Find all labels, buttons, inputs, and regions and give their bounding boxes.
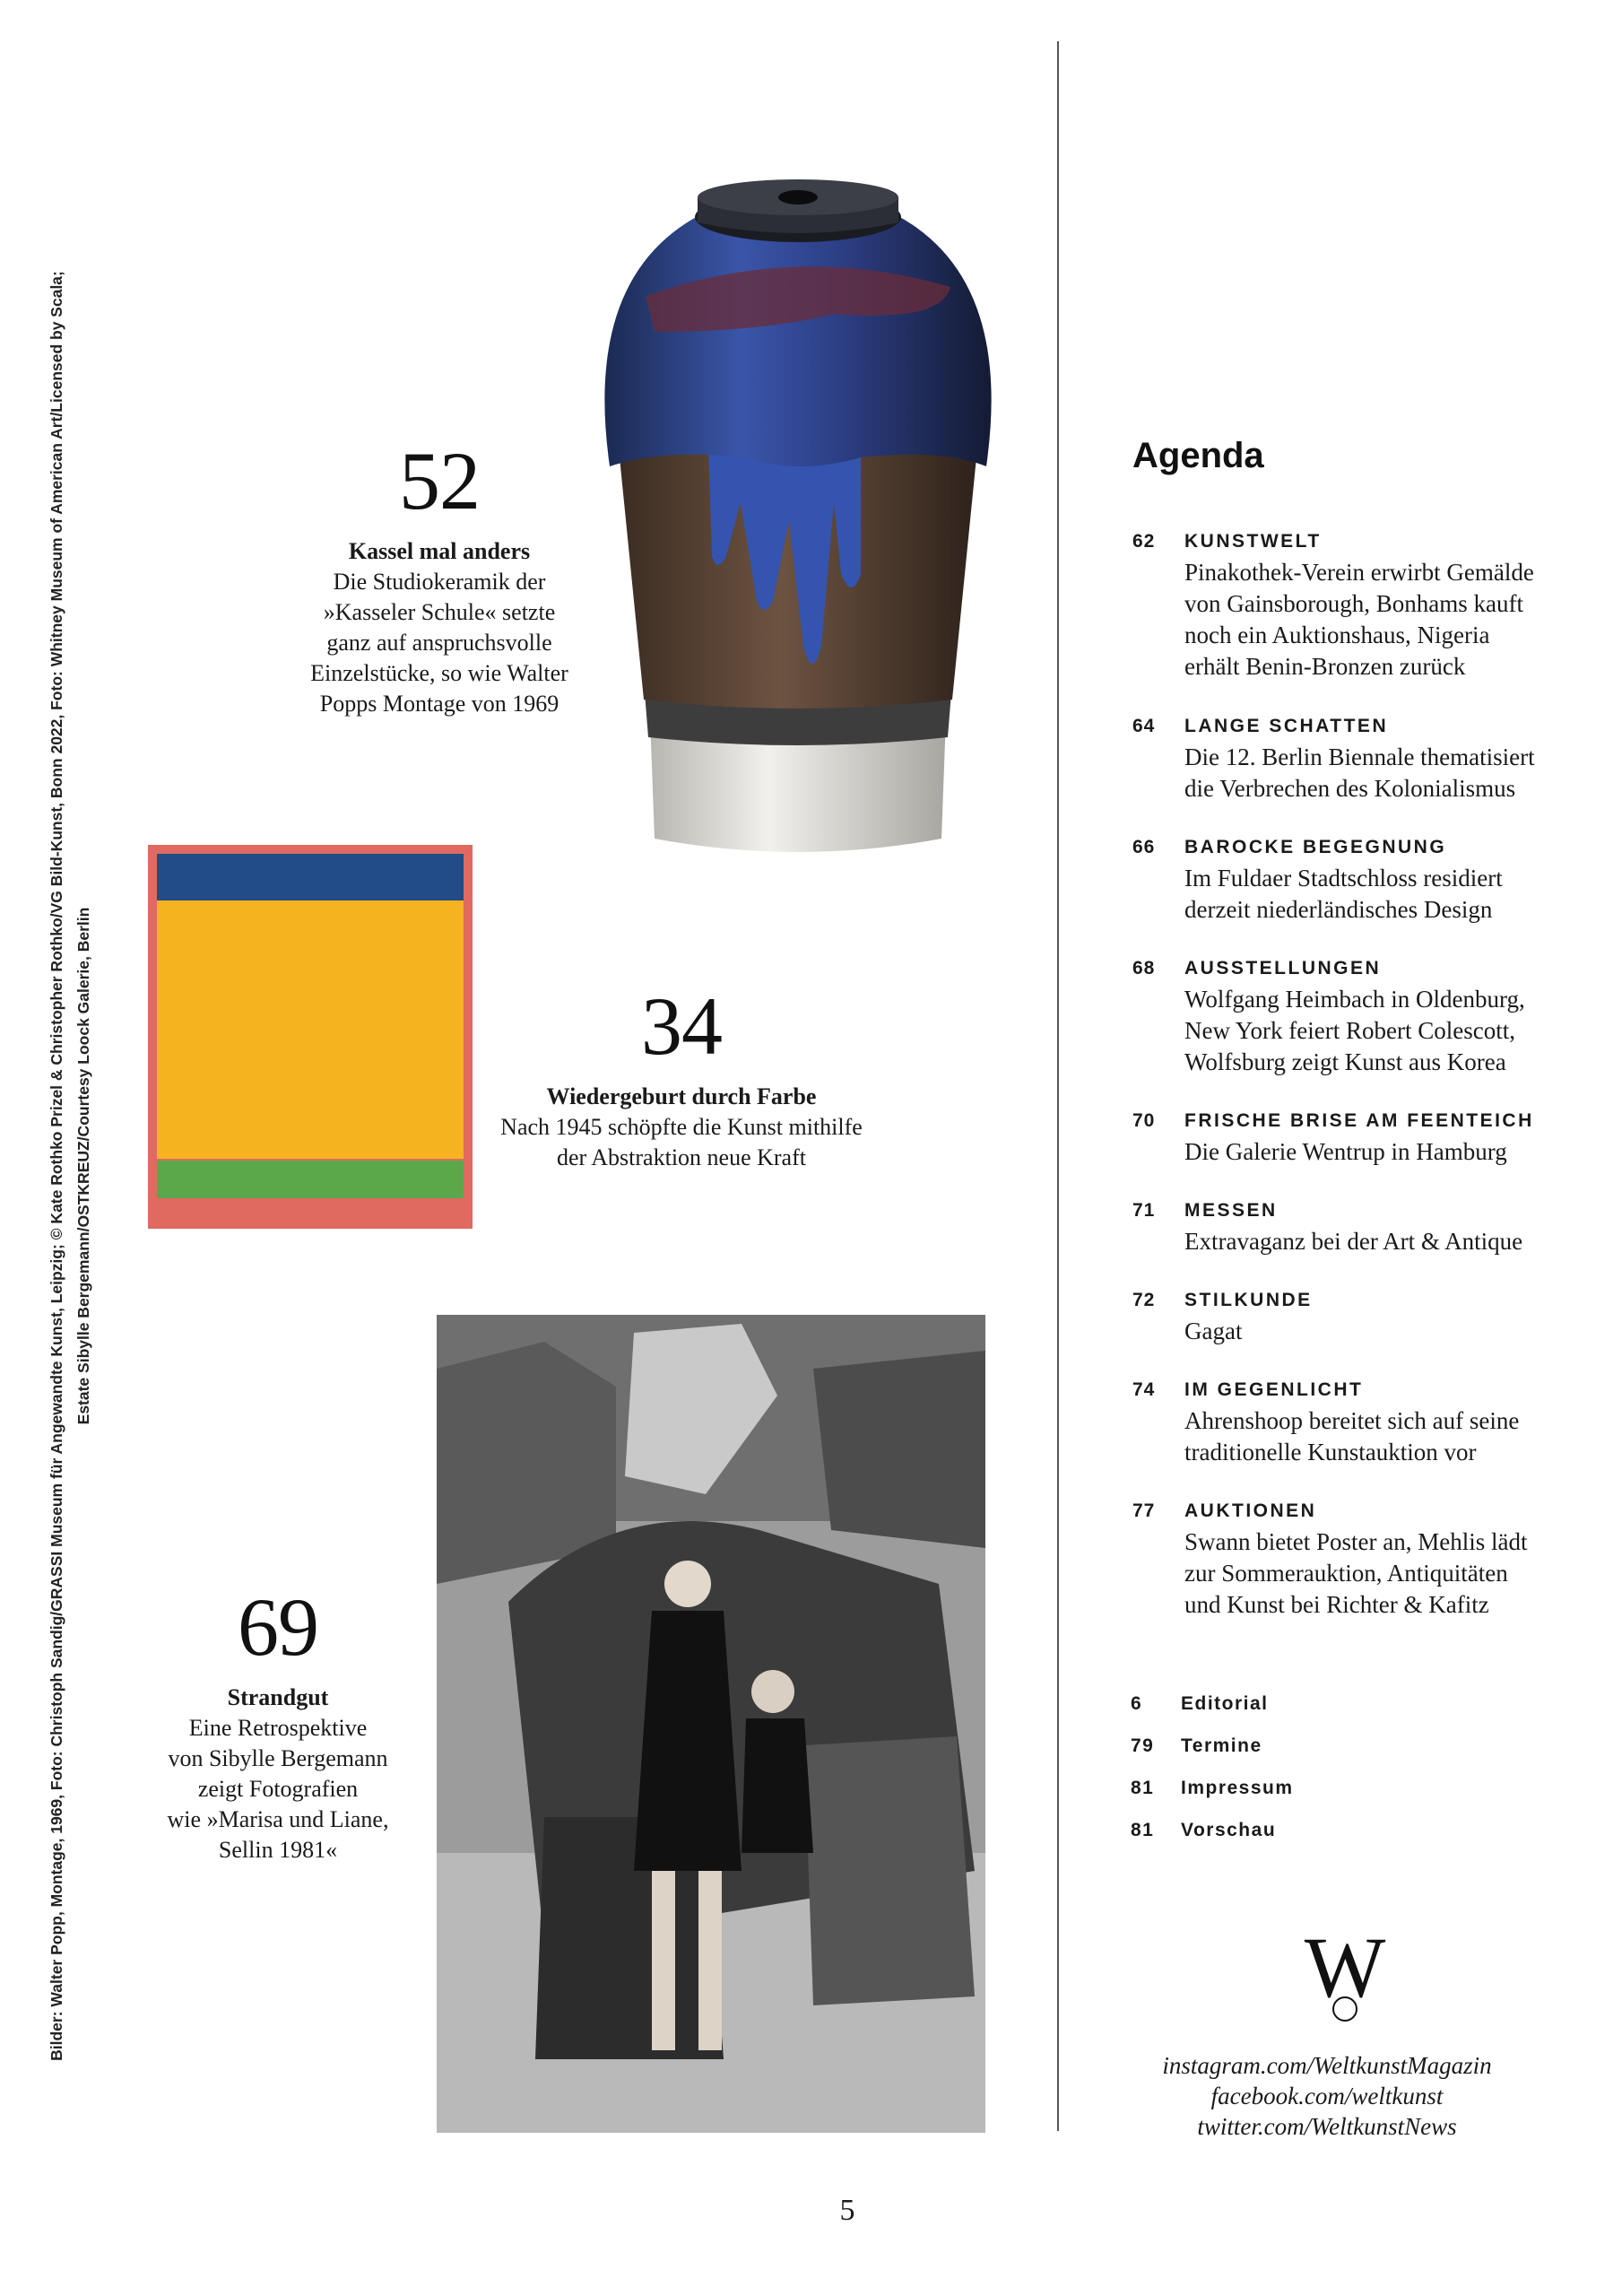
agenda-item-number: 70 — [1132, 1110, 1156, 1131]
agenda-item-line: Die Galerie Wentrup in Hamburg — [1184, 1138, 1507, 1165]
agenda-item-line: derzeit niederländisches Design — [1184, 896, 1493, 923]
social-links — [1103, 2050, 1551, 2142]
agenda-item-heading: KUNSTWELT — [1184, 531, 1322, 552]
credits-line-1: Bilder: Walter Popp, Montage, 1969, Foto: Christoph Sandig/GRASSI Museum für Angewandte Kunst, Leipzig; © Kate Rothko Prizel & Christopher Rothko/VG Bild-Kunst, Bonn 2022, Foto: Whitney Museum of American Art/Licensed by Scala; — [48, 271, 65, 2061]
feature-title: Wiedergeburt durch Farbe — [546, 1083, 817, 1109]
agenda-item-line: und Kunst bei Richter & Kafitz — [1184, 1591, 1489, 1618]
twitter-link[interactable]: twitter.com/WeltkunstNews — [1197, 2113, 1457, 2140]
agenda-item-line: Swann bietet Poster an, Mehlis lädt — [1184, 1528, 1528, 1555]
misc-item-label: Vorschau — [1181, 1820, 1277, 1840]
credits-line-2: Estate Sibylle Bergemann/OSTKREUZ/Courtesy Loock Galerie, Berlin — [74, 907, 92, 1425]
misc-item-number: 79 — [1131, 1735, 1155, 1756]
feature-text-line: »Kasseler Schule« setzte — [323, 599, 556, 625]
agenda-item — [1132, 526, 1599, 683]
logo-letter: W — [1304, 1926, 1386, 2015]
agenda-item-number: 72 — [1132, 1290, 1156, 1310]
misc-item-editorial — [1131, 1693, 1400, 1715]
feature-title: Kassel mal anders — [348, 538, 531, 564]
misc-item-impressum — [1131, 1778, 1400, 1799]
agenda-item-heading: FRISCHE BRISE AM FEENTEICH — [1184, 1110, 1534, 1131]
agenda-item-heading: AUKTIONEN — [1184, 1500, 1317, 1521]
agenda-item-line: erhält Benin-Bronzen zurück — [1184, 653, 1466, 680]
agenda-item — [1132, 1106, 1599, 1168]
photo-credits — [43, 260, 97, 2072]
feature-title: Strandgut — [227, 1684, 329, 1710]
agenda-item-line: die Verbrechen des Kolonialismus — [1184, 775, 1516, 802]
agenda-item-line: New York feiert Robert Colescott, — [1184, 1017, 1515, 1044]
feature-text-line: wie »Marisa und Liane, — [167, 1806, 389, 1832]
agenda-item-heading: LANGE SCHATTEN — [1184, 716, 1389, 736]
feature-text-line: Nach 1945 schöpfte die Kunst mithilfe — [500, 1114, 863, 1140]
feature-text-line: Die Studiokeramik der — [333, 569, 546, 595]
agenda-item — [1132, 1375, 1599, 1468]
agenda-item-line: Extravaganz bei der Art & Antique — [1184, 1228, 1523, 1255]
agenda-item-number: 66 — [1132, 837, 1156, 857]
instagram-link[interactable]: instagram.com/WeltkunstMagazin — [1162, 2052, 1492, 2079]
agenda-item — [1132, 711, 1599, 804]
misc-item-label: Editorial — [1181, 1693, 1269, 1714]
agenda-item-line: noch ein Auktionshaus, Nigeria — [1184, 622, 1490, 648]
agenda-item-number: 77 — [1132, 1500, 1156, 1521]
feature-text-line: von Sibylle Bergemann — [168, 1745, 388, 1771]
misc-item-number: 81 — [1131, 1778, 1155, 1798]
facebook-link[interactable]: facebook.com/weltkunst — [1210, 2083, 1444, 2109]
agenda-item — [1132, 953, 1599, 1078]
agenda-item-heading: BAROCKE BEGEGNUNG — [1184, 837, 1447, 857]
agenda-item-line: Im Fuldaer Stadtschloss residiert — [1184, 865, 1503, 891]
feature-text-line: Popps Montage von 1969 — [319, 691, 559, 717]
feature-text-line: zeigt Fotografien — [197, 1776, 359, 1802]
misc-item-number: 81 — [1131, 1820, 1155, 1840]
misc-item-number: 6 — [1131, 1693, 1143, 1714]
beach-photo-image — [437, 1315, 985, 2133]
agenda-item-number: 71 — [1132, 1200, 1156, 1221]
feature-page-number: 34 — [641, 980, 722, 1072]
agenda-item-number: 74 — [1132, 1379, 1156, 1400]
misc-item-termine — [1131, 1735, 1400, 1757]
agenda-item — [1132, 1285, 1599, 1347]
rothko-painting-image — [148, 845, 473, 1229]
misc-item-vorschau — [1131, 1820, 1400, 1841]
feature-page-number: 52 — [399, 435, 480, 526]
misc-item-label: Termine — [1181, 1735, 1262, 1756]
vase-image — [565, 179, 1031, 870]
agenda-item-line: Gagat — [1184, 1318, 1243, 1344]
feature-69 — [134, 1581, 421, 1866]
agenda-item-line: Die 12. Berlin Biennale thematisiert — [1184, 744, 1535, 770]
feature-text-line: der Abstraktion neue Kraft — [557, 1144, 806, 1170]
agenda-item-heading: IM GEGENLICHT — [1184, 1379, 1364, 1400]
agenda-item-number: 62 — [1132, 531, 1156, 552]
feature-text-line: Einzelstücke, so wie Walter — [310, 660, 568, 686]
agenda-item-line: zur Sommerauktion, Antiquitäten — [1184, 1560, 1508, 1587]
agenda-item-line: traditionelle Kunstauktion vor — [1184, 1439, 1477, 1465]
agenda-item-line: Pinakothek-Verein erwirbt Gemälde — [1184, 559, 1534, 586]
agenda-item — [1132, 1196, 1599, 1257]
agenda-item-number: 64 — [1132, 716, 1156, 736]
feature-page-number: 69 — [238, 1581, 318, 1673]
agenda-item-heading: MESSEN — [1184, 1200, 1278, 1221]
agenda-title: Agenda — [1132, 436, 1264, 475]
agenda-item — [1132, 832, 1599, 926]
agenda-item-number: 68 — [1132, 958, 1156, 978]
feature-text-line: Sellin 1981« — [218, 1837, 338, 1863]
column-divider — [1057, 41, 1059, 2131]
page-number: 5 — [839, 2194, 855, 2227]
misc-item-label: Impressum — [1181, 1778, 1294, 1798]
agenda-item-heading: STILKUNDE — [1184, 1290, 1313, 1310]
agenda-item-line: Ahrenshoop bereitet sich auf seine — [1184, 1407, 1520, 1434]
agenda-item-line: von Gainsborough, Bonhams kauft — [1184, 590, 1523, 617]
feature-text-line: ganz auf anspruchsvolle — [326, 630, 552, 656]
agenda-item-heading: AUSSTELLUNGEN — [1184, 958, 1382, 978]
agenda-item-line: Wolfsburg zeigt Kunst aus Korea — [1184, 1048, 1506, 1075]
feature-52 — [269, 435, 610, 719]
agenda-item — [1132, 1496, 1599, 1621]
agenda-item-line: Wolfgang Heimbach in Oldenburg, — [1184, 986, 1525, 1013]
weltkunst-logo — [1291, 1926, 1399, 2025]
feature-text-line: Eine Retrospektive — [188, 1715, 368, 1741]
feature-34 — [466, 980, 897, 1173]
